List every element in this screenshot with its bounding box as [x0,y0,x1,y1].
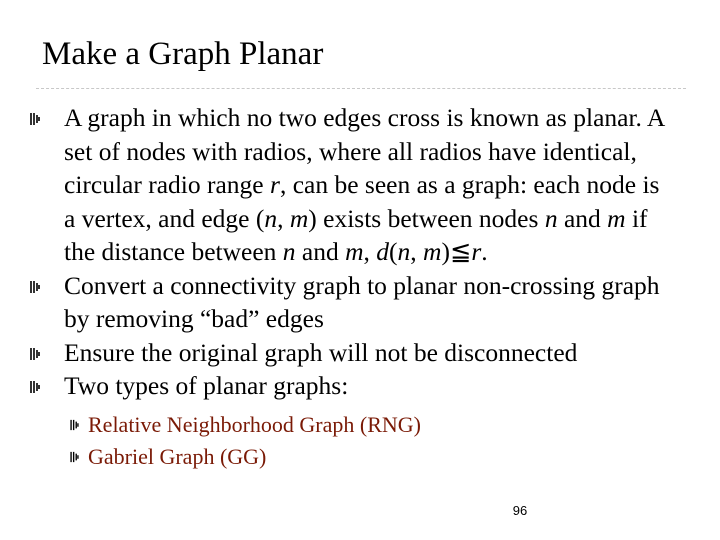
square-dot-bullet-icon [70,419,79,431]
square-dot-bullet-icon [70,451,79,463]
subbullet-item-rng [0,409,528,441]
bullet-text: , [277,203,290,233]
slide-body [0,101,720,473]
variable-m: m [289,203,309,233]
bullet-item-ensure [0,336,674,370]
variable-n: n [264,203,278,233]
variable-n: n [397,237,411,266]
subbullet-item-gg [0,441,528,473]
variable-m: m [345,237,364,266]
variable-n: n [544,203,558,233]
bullet-text: , can be seen as a graph: each node is a vertex, and edge ( [64,170,660,233]
bullet-item-planar-definition [0,101,674,269]
bullet-text: A graph in which no two edges cross is known as planar. A set of nodes with radios, where all radios have identical, circular radio range [64,103,664,199]
bullet-item-convert [0,269,674,336]
bullet-text: , [410,237,424,266]
subbullet-text: Gabriel Graph (GG) [88,443,267,469]
bullet-text: Ensure the original graph will not be disconnected [64,337,578,367]
subbullet-list [0,409,720,473]
bullet-text: , [363,237,377,266]
variable-n: n [282,237,296,266]
variable-m: m [607,203,626,233]
square-dot-bullet-icon [30,347,40,361]
bullet-text: and [557,203,608,233]
variable-r: r [270,170,280,199]
bullet-text: ) exists between nodes [308,203,545,233]
variable-r: r [471,237,482,266]
variable-d: d [376,237,390,266]
subbullet-text: Relative Neighborhood Graph (RNG) [88,411,421,437]
bullet-text: Convert a connectivity graph to planar non-crossing graph by removing “bad” edges [64,270,660,333]
bullet-text: )≦ [441,237,472,266]
bullet-text: if the distance between [64,203,648,266]
variable-m: m [423,237,442,266]
page-number: 96 [512,503,528,518]
slide-title: Make a Graph Planar [42,36,324,72]
bullet-text: . [481,237,488,266]
title-divider [36,88,686,89]
bullet-text: Two types of planar graphs: [64,371,349,400]
square-dot-bullet-icon [30,112,40,126]
bullet-text: ( [389,237,398,266]
square-dot-bullet-icon [30,380,40,394]
bullet-text: and [295,237,346,266]
bullet-item-types [0,369,674,403]
square-dot-bullet-icon [30,280,40,294]
